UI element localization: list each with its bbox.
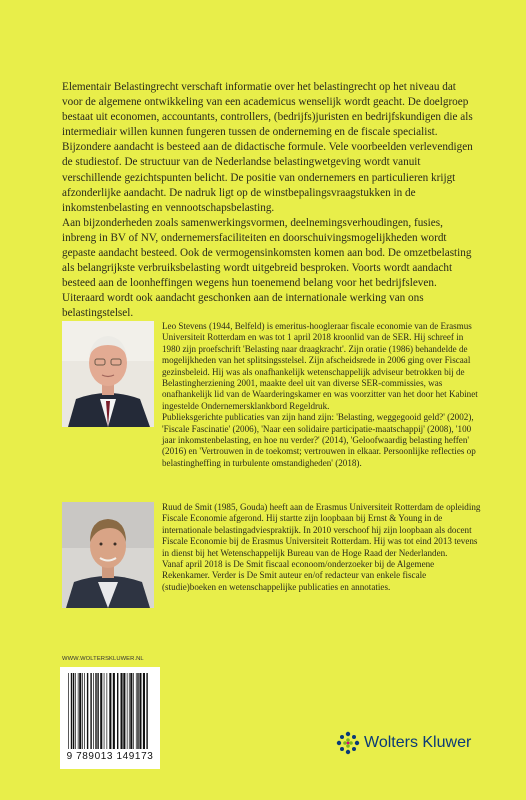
publisher-logo	[336, 731, 496, 759]
publisher-name: Wolters Kluwer	[364, 734, 472, 751]
bio-paragraph: Ruud de Smit (1985, Gouda) heeft aan de Erasmus Universiteit Rotterdam de opleiding Fiscale Economie afgerond. Hij startte zijn loopbaan bij Ernst & Young in de internationale belastingadviespraktijk. In 2010 verschoof hij zijn loopbaan als docent Fiscale Economie bij de Erasmus Universiteit Rotterdam. Hij was tot eind 2013 tevens in dienst bij het Wetenschappelijk Bureau van de Hoge Raad der Nederlanden.	[162, 502, 481, 558]
bio-paragraph: Publieksgerichte publicaties van zijn hand zijn: 'Belasting, weggegooid geld?' (2002), 'Fiscale Fascinatie' (2006), 'Naar een solidaire participatie-maatschappij' (2008), '100 jaar inkomstenbelasting, en hoe nu verder?' (2014), 'Geloofwaardig belasting heffen' (2016) en 'Vertrouwen in de toekomst; vertrouwen in elkaar. Persoonlijke reflecties op belastingheffing in turbulente omstandigheden' (2018).	[162, 412, 476, 468]
author-photo-ruud-de-smit	[62, 502, 154, 608]
author-block-leo-stevens	[62, 321, 478, 496]
description-paragraph: Elementair Belastingrecht verschaft informatie over het belastingrecht op het niveau dat voor de algemene ontwikkeling van een academicus wenselijk wordt geacht. De doelgroep bestaat uit economen, accountants, controllers, (bedrijfs)juristen en bedrijfskundigen die als intermediair willen kunnen fungeren tussen de onderneming en de fiscale specialist. Bijzondere aandacht is besteed aan de didactische formule. Vele voorbeelden verlevendigen de studiestof. De structuur van de Nederlandse belastingwetgeving wordt vanuit verschillende gezichtspunten belicht. De positie van ondernemers en particulieren krijgt afzonderlijke aandacht. De nadruk ligt op de winstbepalingsvraagstukken in de inkomstenbelasting en vennootschapsbelasting.	[62, 81, 473, 214]
author-photo-leo-stevens	[62, 321, 154, 427]
author-bio-leo-stevens	[162, 321, 482, 469]
portrait-image	[62, 321, 154, 427]
back-cover-description	[62, 80, 474, 322]
portrait-image	[62, 502, 154, 608]
bio-paragraph: Leo Stevens (1944, Belfeld) is emeritus-hoogleraar fiscale economie van de Erasmus Universiteit Rotterdam en was tot 1 april 2018 kroonlid van de SER. Hij schreef in 1980 zijn proefschrift 'Belasting naar draagkracht'. Zijn oratie (1986) behandelde de mogelijkheden van het splitsingsstelsel. Zijn afscheidsrede in 2006 ging over Fiscaal gezinsbeleid. Hij was als onafhankelijk wetenschappelijk adviseur betrokken bij de Belastingherziening 2001, maakte deel uit van diverse SER-commissies, was onafhankelijk lid van de Waarderingskamer en was voorzitter van het door het Kabinet ingestelde Ondernemersklankbord Regeldruk.	[162, 321, 478, 411]
publisher-url: WWW.WOLTERSKLUWER.NL	[62, 656, 144, 662]
author-bio-ruud-de-smit	[162, 502, 482, 593]
isbn-digits: 9 789013 149173	[66, 751, 154, 762]
wolters-kluwer-logo-icon	[336, 731, 360, 755]
isbn-barcode	[60, 667, 160, 769]
barcode-bars	[68, 673, 152, 751]
description-paragraph: Aan bijzonderheden zoals samenwerkingsvormen, deelnemingsverhoudingen, fusies, inbreng in BV of NV, ondernemersfaciliteiten en doorschuivingsmogelijkheden wordt gepaste aandacht besteed. Ook de vermogensinkomsten komen aan bod. De omzetbelasting als belangrijkste verbruiksbelasting wordt uitgebreid besproken. Voorts wordt aandacht besteed aan de loonheffingen wegens hun toenemend belang voor het bedrijfsleven. Uiteraard wordt ook aandacht geschonken aan de internationale werking van ons belastingstelsel.	[62, 216, 472, 320]
bio-paragraph: Vanaf april 2018 is De Smit fiscaal econoom/onderzoeker bij de Algemene Rekenkamer. Verder is De Smit auteur en/of redacteur van enkele fiscale (studie)boeken en wetenschappelijke publicaties en annotaties.	[162, 559, 435, 592]
author-block-ruud-de-smit	[62, 502, 481, 632]
